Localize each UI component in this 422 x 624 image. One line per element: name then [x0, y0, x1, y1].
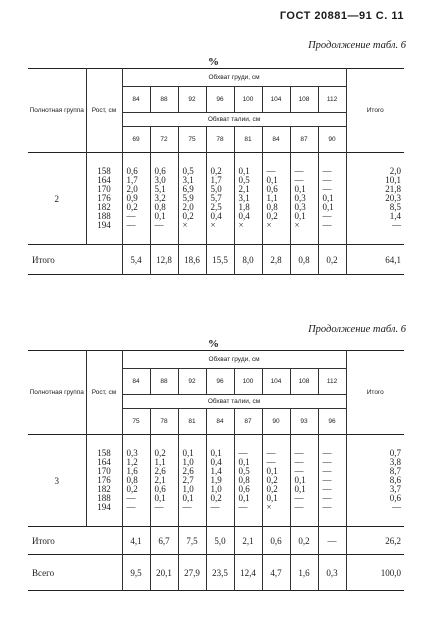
table-cell: 0,1: [266, 466, 278, 476]
summary-value: 23,5: [206, 555, 234, 591]
table-cell: —: [322, 475, 332, 485]
row-total: 10,1: [385, 175, 402, 185]
chest-size-header: 92: [178, 369, 206, 395]
table-cell: 0,2: [266, 475, 278, 485]
table-cell: 0,2: [266, 211, 278, 221]
height-value: 176: [97, 475, 111, 485]
summary-value: 0,2: [290, 527, 318, 555]
table-cell: 0,1: [238, 166, 250, 176]
data-table: [28, 68, 404, 275]
total-header: Итого: [346, 69, 404, 153]
table-cell: 0,1: [294, 211, 306, 221]
waist-size-header: 96: [318, 409, 346, 435]
summary-value: 0,3: [318, 555, 346, 591]
table-cell: 5,1: [154, 184, 166, 194]
table-cell: 0,1: [154, 211, 166, 221]
table-cell: 2,6: [154, 466, 166, 476]
height-value: 158: [97, 166, 111, 176]
summary-row: [28, 555, 404, 591]
table-cell: 5,9: [182, 193, 194, 203]
table-cell: 0,1: [182, 493, 194, 503]
waist-size-header: 90: [318, 127, 346, 153]
table-cell: 0,2: [210, 166, 222, 176]
table-cell: —: [126, 502, 136, 512]
height-value: 158: [97, 448, 111, 458]
table-cell: 0,3: [294, 193, 306, 203]
table-cell: —: [154, 502, 164, 512]
waist-size-header: 69: [122, 127, 150, 153]
waist-size-header: 72: [150, 127, 178, 153]
summary-value: 0,8: [290, 245, 318, 275]
row-total-column: [346, 435, 404, 527]
table-cell: 0,5: [238, 175, 250, 185]
table-cell: 6,9: [182, 184, 194, 194]
chest-size-header: 100: [234, 369, 262, 395]
table-cell: —: [294, 175, 304, 185]
value-column: [234, 435, 262, 527]
table-cell: 0,2: [154, 448, 166, 458]
summary-value: 8,0: [234, 245, 262, 275]
table-cell: —: [322, 184, 332, 194]
chest-size-header: 100: [234, 87, 262, 113]
group-header: Полнотная группа: [29, 389, 84, 396]
chest-size-header: 84: [122, 369, 150, 395]
table-cell: 0,8: [126, 475, 138, 485]
table-cell: 1,7: [126, 175, 138, 185]
table-cell: 1,6: [126, 466, 138, 476]
chest-size-header: 104: [262, 87, 290, 113]
table-cell: 2,1: [238, 184, 250, 194]
row-total: 21,8: [385, 184, 402, 194]
continuation-caption: Продолжение табл. 6: [308, 40, 406, 51]
waist-size-header: 78: [150, 409, 178, 435]
chest-size-header: 96: [206, 87, 234, 113]
table-cell: 0,1: [322, 193, 334, 203]
height-value: 194: [97, 502, 111, 512]
table-cell: 0,6: [266, 184, 278, 194]
summary-value: 18,6: [178, 245, 206, 275]
summary-value: 1,6: [290, 555, 318, 591]
chest-size-header: 92: [178, 87, 206, 113]
summary-value: 2,8: [262, 245, 290, 275]
table-cell: —: [322, 502, 332, 512]
summary-value: 4,7: [262, 555, 290, 591]
group-number: 2: [54, 193, 59, 204]
waist-size-header: 90: [262, 409, 290, 435]
table-cell: —: [294, 466, 304, 476]
summary-value: 2,1: [234, 527, 262, 555]
summary-value: 12,8: [150, 245, 178, 275]
table-cell: 0,1: [294, 184, 306, 194]
height-value: 188: [97, 493, 111, 503]
table-cell: —: [238, 502, 248, 512]
chest-header: Обхват груди, см: [122, 69, 346, 87]
table-cell: 1,0: [182, 457, 194, 467]
table-cell: 0,5: [238, 466, 250, 476]
data-table: [28, 350, 404, 591]
summary-value: 27,9: [178, 555, 206, 591]
table-cell: 1,0: [182, 484, 194, 494]
summary-total: 26,2: [346, 527, 404, 555]
percent-label: %: [208, 56, 219, 68]
table-cell: —: [294, 448, 304, 458]
table-cell: 0,1: [266, 175, 278, 185]
row-total: 0,7: [389, 448, 402, 458]
waist-size-header: 87: [290, 127, 318, 153]
waist-size-header: 81: [178, 409, 206, 435]
table-cell: —: [238, 448, 248, 458]
row-total: 3,7: [389, 484, 402, 494]
waist-size-header: 78: [206, 127, 234, 153]
table-cell: 0,6: [154, 484, 166, 494]
table-cell: —: [294, 457, 304, 467]
value-column: [122, 153, 150, 245]
summary-value: 12,4: [234, 555, 262, 591]
table-cell: 0,6: [154, 166, 166, 176]
table-cell: 0,1: [322, 202, 334, 212]
table-cell: 0,1: [238, 457, 250, 467]
page-header: ГОСТ 20881—91 С. 11: [279, 10, 404, 22]
value-column: [150, 153, 178, 245]
row-total: 8,6: [389, 475, 402, 485]
value-column: [290, 153, 318, 245]
row-total: 20,3: [385, 193, 402, 203]
table-cell: ×: [182, 220, 188, 230]
table-cell: —: [322, 166, 332, 176]
table-cell: 1,9: [210, 475, 222, 485]
summary-value: 0,2: [318, 245, 346, 275]
row-total: —: [392, 502, 402, 512]
table-cell: 2,1: [154, 475, 166, 485]
table-cell: 0,1: [154, 493, 166, 503]
height-header: Рост, см: [86, 351, 122, 435]
table-cell: —: [126, 493, 136, 503]
table-cell: 1,4: [210, 466, 222, 476]
summary-total: 64,1: [346, 245, 404, 275]
table-cell: 1,0: [210, 484, 222, 494]
value-column: [206, 435, 234, 527]
table-cell: 0,8: [238, 475, 250, 485]
table-cell: —: [294, 166, 304, 176]
value-column: [318, 153, 346, 245]
table-cell: 0,8: [266, 202, 278, 212]
chest-size-header: 96: [206, 369, 234, 395]
table-cell: 0,1: [182, 448, 194, 458]
waist-size-header: 84: [262, 127, 290, 153]
summary-value: 5,0: [206, 527, 234, 555]
table-cell: —: [154, 220, 164, 230]
height-value: 182: [97, 484, 111, 494]
table-cell: 2,7: [182, 475, 194, 485]
table-cell: 3,1: [182, 175, 194, 185]
row-total: 8,5: [389, 202, 402, 212]
table-cell: —: [322, 466, 332, 476]
height-values: [86, 435, 122, 527]
height-value: 170: [97, 466, 111, 476]
summary-row: [28, 527, 404, 555]
summary-value: —: [318, 527, 346, 555]
summary-total: 100,0: [346, 555, 404, 591]
height-value: 176: [97, 193, 111, 203]
summary-value: 20,1: [150, 555, 178, 591]
table-cell: —: [322, 220, 332, 230]
table-cell: 0,4: [210, 457, 222, 467]
row-total: 2,0: [389, 166, 402, 176]
table-cell: 0,2: [182, 211, 194, 221]
table-cell: 0,3: [294, 202, 306, 212]
table-cell: —: [266, 448, 276, 458]
table-cell: 2,6: [182, 466, 194, 476]
chest-size-header: 88: [150, 369, 178, 395]
table-cell: 3,2: [154, 193, 166, 203]
row-total: 3,8: [389, 457, 402, 467]
table-cell: 0,5: [182, 166, 194, 176]
table-cell: ×: [266, 220, 272, 230]
chest-size-header: 108: [290, 87, 318, 113]
table-cell: —: [126, 211, 136, 221]
table-cell: ×: [294, 220, 300, 230]
row-total: —: [392, 220, 402, 230]
value-column: [178, 153, 206, 245]
table-cell: —: [322, 484, 332, 494]
chest-size-header: 112: [318, 369, 346, 395]
table-cell: ×: [266, 502, 272, 512]
table-cell: 5,7: [210, 193, 222, 203]
table-cell: 0,1: [210, 448, 222, 458]
row-total-column: [346, 153, 404, 245]
table-cell: —: [322, 175, 332, 185]
waist-size-header: 81: [234, 127, 262, 153]
summary-value: 6,7: [150, 527, 178, 555]
summary-label: Итого: [32, 535, 55, 546]
value-column: [262, 153, 290, 245]
table-cell: 2,5: [210, 202, 222, 212]
table-cell: 0,6: [126, 166, 138, 176]
table-cell: 0,1: [266, 493, 278, 503]
height-value: 188: [97, 211, 111, 221]
chest-size-header: 108: [290, 369, 318, 395]
row-total: 0,6: [389, 493, 402, 503]
table-cell: 0,2: [266, 484, 278, 494]
table-cell: ×: [238, 220, 244, 230]
table-cell: —: [322, 457, 332, 467]
continuation-caption: Продолжение табл. 6: [308, 324, 406, 335]
table-cell: 3,0: [154, 175, 166, 185]
table-cell: 0,4: [210, 211, 222, 221]
value-column: [150, 435, 178, 527]
value-column: [290, 435, 318, 527]
table-cell: 2,0: [182, 202, 194, 212]
table-cell: —: [126, 220, 136, 230]
summary-value: 4,1: [122, 527, 150, 555]
total-header: Итого: [346, 351, 404, 435]
chest-size-header: 88: [150, 87, 178, 113]
summary-value: 5,4: [122, 245, 150, 275]
summary-value: 7,5: [178, 527, 206, 555]
height-value: 164: [97, 175, 111, 185]
table-cell: 2,0: [126, 184, 138, 194]
table-cell: —: [266, 166, 276, 176]
summary-value: 15,5: [206, 245, 234, 275]
table-cell: 0,4: [238, 211, 250, 221]
table-cell: 0,1: [238, 493, 250, 503]
chest-size-header: 84: [122, 87, 150, 113]
value-column: [206, 153, 234, 245]
height-header: Рост, см: [86, 69, 122, 153]
table-cell: 1,1: [154, 457, 166, 467]
table-cell: 3,1: [238, 193, 250, 203]
value-column: [262, 435, 290, 527]
table-cell: 1,2: [126, 457, 138, 467]
table-cell: 1,1: [266, 193, 278, 203]
value-column: [178, 435, 206, 527]
row-total: 1,4: [389, 211, 402, 221]
height-values: [86, 153, 122, 245]
table-cell: 0,2: [126, 484, 138, 494]
table-cell: —: [322, 448, 332, 458]
table-cell: 0,1: [294, 475, 306, 485]
summary-value: 9,5: [122, 555, 150, 591]
waist-header: Обхват талии, см: [122, 113, 346, 127]
table-cell: 0,3: [126, 448, 138, 458]
waist-header: Обхват талии, см: [122, 395, 346, 409]
chest-header: Обхват груди, см: [122, 351, 346, 369]
table-cell: —: [182, 502, 192, 512]
height-value: 194: [97, 220, 111, 230]
waist-size-header: 75: [122, 409, 150, 435]
table-cell: —: [210, 502, 220, 512]
height-value: 182: [97, 202, 111, 212]
table-cell: —: [294, 502, 304, 512]
value-column: [122, 435, 150, 527]
table-cell: 1,7: [210, 175, 222, 185]
table-cell: 0,6: [238, 484, 250, 494]
waist-size-header: 84: [206, 409, 234, 435]
table-cell: —: [294, 493, 304, 503]
table-cell: 1,8: [238, 202, 250, 212]
table-cell: 0,8: [154, 202, 166, 212]
table-cell: 0,9: [126, 193, 138, 203]
table-cell: 0,2: [126, 202, 138, 212]
table-cell: ×: [210, 220, 216, 230]
chest-size-header: 112: [318, 87, 346, 113]
waist-size-header: 87: [234, 409, 262, 435]
row-total: 8,7: [389, 466, 402, 476]
chest-size-header: 104: [262, 369, 290, 395]
value-column: [234, 153, 262, 245]
summary-label: Итого: [32, 254, 55, 265]
table-cell: 0,2: [210, 493, 222, 503]
summary-value: 0,6: [262, 527, 290, 555]
group-header: Полнотная группа: [29, 107, 84, 114]
table-cell: —: [322, 211, 332, 221]
group-number: 3: [54, 475, 59, 486]
value-column: [318, 435, 346, 527]
table-cell: —: [266, 457, 276, 467]
waist-size-header: 75: [178, 127, 206, 153]
summary-label: Всего: [32, 567, 55, 578]
table-cell: 0,1: [294, 484, 306, 494]
table-cell: 5,0: [210, 184, 222, 194]
height-value: 164: [97, 457, 111, 467]
summary-row: [28, 245, 404, 275]
waist-size-header: 93: [290, 409, 318, 435]
height-value: 170: [97, 184, 111, 194]
percent-label: %: [208, 338, 219, 350]
table-cell: —: [322, 493, 332, 503]
